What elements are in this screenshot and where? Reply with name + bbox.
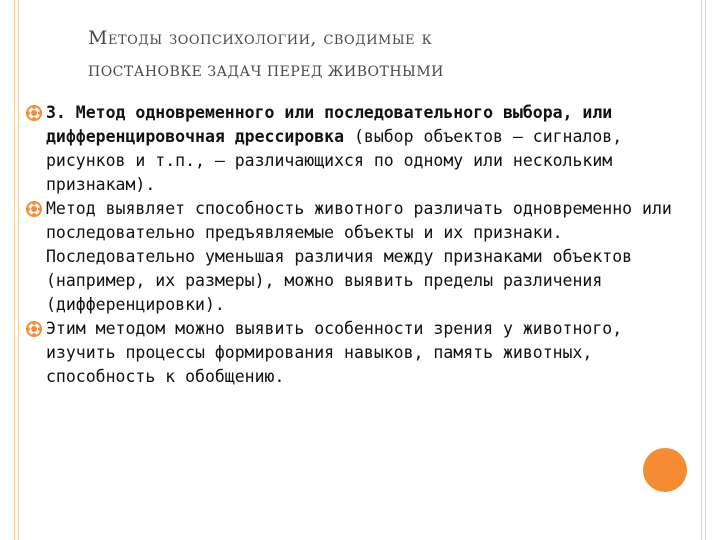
- title-line-1: Методы зоопсихологии, сводимые к: [88, 27, 433, 49]
- list-item-rest-text: (выбор объектов – сигналов, рисунков и т.п., – различающихся по одному или нескольким признакам).: [46, 127, 623, 194]
- left-rule-outer: [14, 0, 15, 540]
- left-rule-inner: [18, 0, 19, 540]
- flower-bullet-icon: [26, 201, 42, 217]
- list-item: [26, 317, 688, 389]
- list-item: [26, 197, 688, 317]
- list-item-bold-text: 3. Метод одновременного или последовательного выбора, или дифференцировочная дрессировка: [46, 103, 613, 146]
- title-line-2: ПОСТАНОВКЕ ЗАДАЧ ПЕРЕД ЖИВОТНЫМИ: [88, 64, 444, 80]
- flower-bullet-icon: [26, 321, 42, 337]
- right-rule-outer: [705, 0, 706, 540]
- slide-title: [88, 24, 668, 86]
- list-item: [26, 101, 688, 197]
- flower-bullet-icon: [26, 105, 42, 121]
- list-item-text: Метод выявляет способность животного различать одновременно или последовательно предъявляемые объекты и их признаки. Последовательно уменьшая различия между признаками объектов (например, их размеры), можно выявить пределы различения (дифференцировки).: [46, 199, 672, 314]
- list-item-text: Этим методом можно выявить особенности зрения у животного, изучить процессы формирования навыков, память животных, способность к обобщению.: [46, 319, 623, 386]
- right-rule-inner: [701, 0, 702, 540]
- list-item-text: [46, 101, 688, 197]
- bullet-list: [26, 101, 688, 389]
- decorative-circle: [643, 448, 687, 492]
